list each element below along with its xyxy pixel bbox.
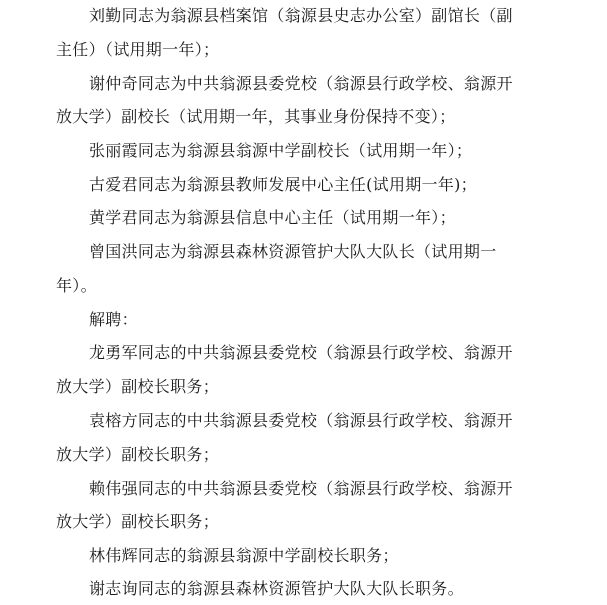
text-line: 袁榕方同志的中共翁源县委党校（翁源县行政学校、翁源开: [89, 411, 513, 430]
text-line: 放大学）副校长（试用期一年，其事业身份保持不变）；: [56, 107, 456, 126]
text-line: 曾国洪同志为翁源县森林资源管护大队大队长（试用期一: [89, 242, 497, 261]
text-line: 放大学）副校长职务；: [56, 512, 220, 531]
text-line: 黄学君同志为翁源县信息中心主任（试用期一年）；: [89, 208, 456, 227]
text-line: 放大学）副校长职务；: [56, 445, 220, 464]
text-line: 放大学）副校长职务；: [56, 377, 220, 396]
text-line: 谢仲奇同志为中共翁源县委党校（翁源县行政学校、翁源开: [89, 74, 513, 93]
text-line: 谢志询同志的翁源县森林资源管护大队大队长职务。: [89, 579, 464, 598]
section-heading: 解聘：: [89, 310, 138, 329]
text-line: 刘勤同志为翁源县档案馆（翁源县史志办公室）副馆长（副: [89, 6, 513, 25]
text-line: 赖伟强同志的中共翁源县委党校（翁源县行政学校、翁源开: [89, 479, 513, 498]
text-line: 张丽霞同志为翁源县翁源中学副校长（试用期一年）；: [89, 141, 473, 160]
text-line: 林伟辉同志的翁源县翁源中学副校长职务；: [89, 546, 399, 565]
text-line: 龙勇军同志的中共翁源县委党校（翁源县行政学校、翁源开: [89, 343, 513, 362]
text-line: 年）。: [56, 276, 97, 295]
text-line: 主任）（试用期一年）；: [56, 40, 220, 59]
text-line: 古爱君同志为翁源县教师发展中心主任(试用期一年)；: [89, 175, 477, 194]
